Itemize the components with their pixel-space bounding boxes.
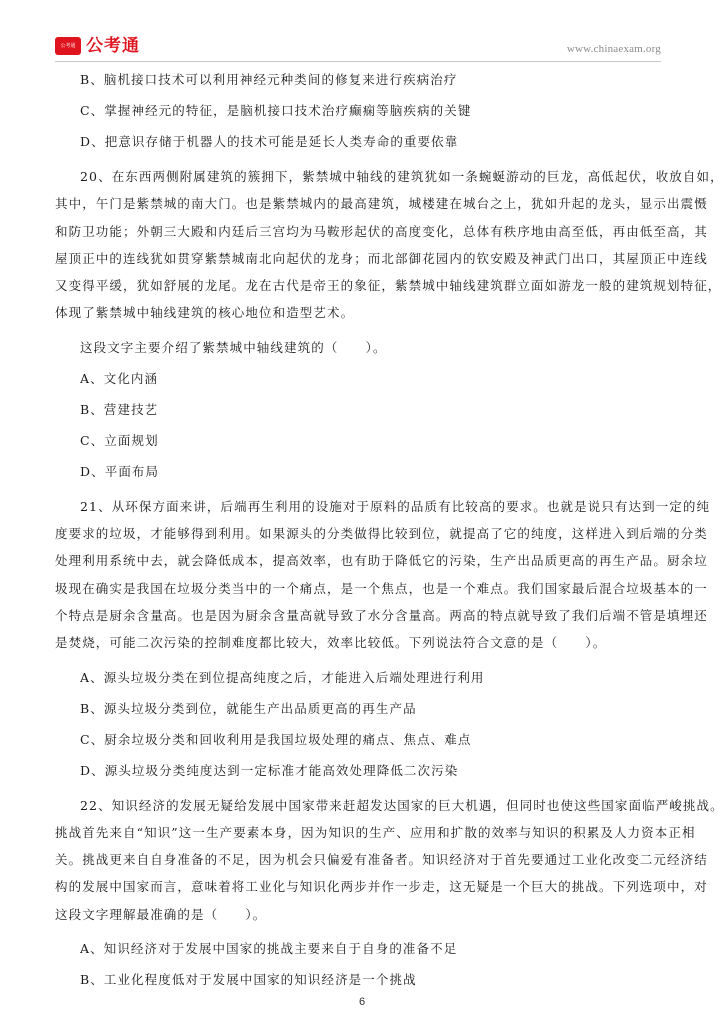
q22-option-a: A、知识经济对于发展中国家的挑战主要来自于自身的准备不足 [80,941,458,957]
q20-question: 这段文字主要介绍了紫禁城中轴线建筑的（ ）。 [80,339,387,355]
q20-option-b: B、营建技艺 [80,401,159,417]
q20-line: 其中，午门是紫禁城的南大门。也是紫禁城内的最高建筑，城楼建在城台之上，犹如升起的龙头，显示出震慑 [55,196,708,212]
q21-line: 度要求的垃圾，才能够得到利用。如果源头的分类做得比较到位，就提高了它的纯度，这样进入到后端的分类 [55,526,708,542]
document-body [55,70,724,1001]
logo-text: 公考通 [86,36,140,56]
q21-option-c: C、厨余垃圾分类和回收利用是我国垃圾处理的痛点、焦点、难点 [80,731,472,747]
q20-line: 和防卫功能；外朝三大殿和内廷后三宫均为马鞍形起伏的高度变化，总体有秩序地由高至低，再由低至高，其 [55,223,708,239]
q20-option-c: C、立面规划 [80,432,159,448]
q21-option-d: D、源头垃圾分类纯度达到一定标准才能高效处理降低二次污染 [80,762,459,778]
q20-line: 又变得平缓，犹如舒展的龙尾。龙在古代是帝王的象征，紫禁城中轴线建筑群立面如游龙一般的建筑规划特征， [55,278,722,294]
q20-line: 20、在东西两侧附属建筑的簇拥下，紫禁城中轴线的建筑犹如一条蜿蜒游动的巨龙，高低起伏，收放自如， [80,169,724,184]
q21-line: 21、从环保方面来讲，后端再生利用的设施对于原料的品质有比较高的要求。也就是说只有达到一定的纯 [80,498,711,514]
q20-option-a: A、文化内涵 [80,370,159,386]
q22-line: 这段文字理解最准确的是（ ）。 [55,906,267,922]
logo [55,36,140,56]
q21-line: 处理利用系统中去，就会降低成本，提高效率，也有助于降低它的污染，生产出品质更高的再生产品。厨余垃 [55,553,708,569]
q21-line: 圾现在确实是我国在垃圾分类当中的一个痛点，是一个焦点，也是一个难点。我们国家最后混合垃圾基本的一 [55,580,708,596]
q21-line: 个特点是厨余含量高。也是因为厨余含量高就导致了水分含量高。两高的特点就导致了我们后端不管是填埋还 [55,607,708,623]
site-url: www.chinaexam.org [566,43,661,55]
q20-line: 屋顶正中的连线犹如贯穿紫禁城南北向起伏的龙身；而北部御花园内的钦安殿及神武门出口，其屋顶正中连线 [55,250,708,266]
q21-line: 是焚烧，可能二次污染的控制难度都比较大，效率比较低。下列说法符合文意的是（ ）。 [55,635,607,651]
q22-option-b: B、工业化程度低对于发展中国家的知识经济是一个挑战 [80,972,417,988]
page-header [55,36,661,60]
q19-option-d: D、把意识存储于机器人的技术可能是延长人类寿命的重要依靠 [80,134,459,149]
q21-option-b: B、源头垃圾分类到位，就能生产出品质更高的再生产品 [80,700,417,716]
q22-line: 构的发展中国家而言，意味着将工业化与知识化两步并作一步走，这无疑是一个巨大的挑战。下列选项中，对 [55,879,708,895]
q22-line: 22、知识经济的发展无疑给发展中国家带来赶超发达国家的巨大机遇，但同时也使这些国家面临严峻挑战。 [80,797,724,813]
header-divider [55,61,661,62]
q19-option-c: C、掌握神经元的特征，是脑机接口技术治疗癫痫等脑疾病的关键 [80,103,472,118]
q19-option-b: B、脑机接口技术可以利用神经元种类间的修复来进行疾病治疗 [80,72,458,87]
q21-option-a: A、源头垃圾分类在到位提高纯度之后，才能进入后端处理进行利用 [80,669,485,685]
q20-line: 体现了紫禁城中轴线建筑的核心地位和造型艺术。 [55,305,355,321]
q22-passage [55,792,724,928]
q22-line: 关。挑战更来自自身准备的不足，因为机会只偏爱有准备者。知识经济对于首先要通过工业化改变二元经济结 [55,852,708,868]
q21-passage [55,493,711,657]
page-number: 6 [358,996,366,1008]
q22-line: 挑战首先来自“知识”这一生产要素本身，因为知识的生产、应用和扩散的效率与知识的积累及人力资本正相 [55,824,696,840]
logo-badge: 公考通 [55,37,81,55]
q20-passage [55,163,724,327]
q20-option-d: D、平面布局 [80,463,160,479]
